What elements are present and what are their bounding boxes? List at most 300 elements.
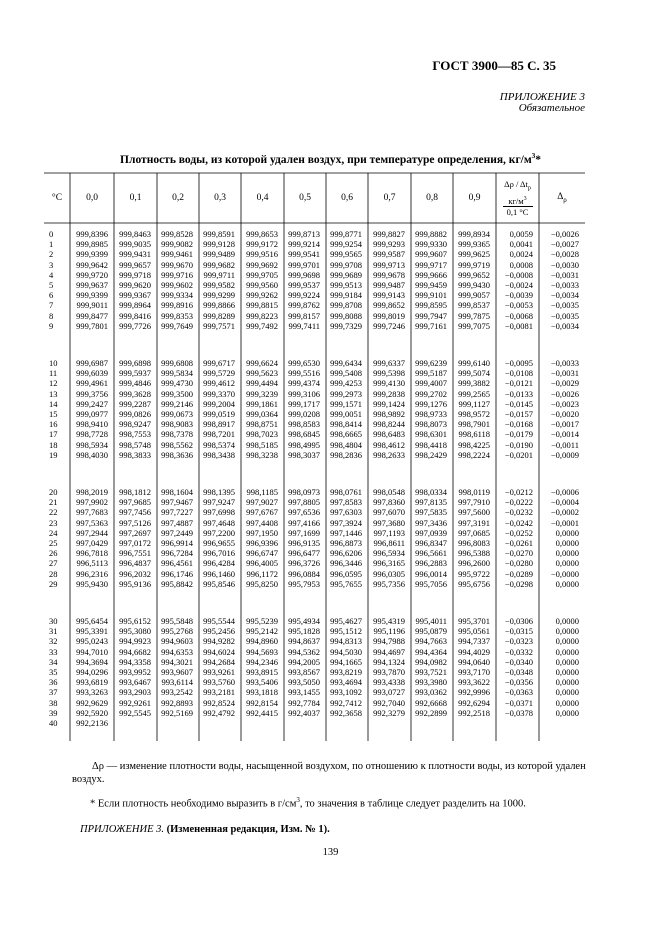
density-cell: 999,6239 <box>415 358 447 368</box>
density-cell: 999,5623 <box>246 368 278 379</box>
density-cell: 995,7356 <box>373 578 405 589</box>
density-cell: 996,1460 <box>203 568 235 579</box>
gradient-cell: −0,0332 <box>504 646 533 657</box>
density-cell: 994,5362 <box>288 646 320 657</box>
density-cell: 999,9184 <box>330 290 362 301</box>
density-cell: 993,1455 <box>288 687 320 698</box>
density-cell: 998,5562 <box>161 439 193 450</box>
density-cell: 999,9602 <box>161 280 193 290</box>
density-cell: 999,5074 <box>458 368 490 379</box>
density-cell: 999,9128 <box>203 239 235 250</box>
density-cell: 994,2684 <box>203 656 235 667</box>
gradient-cell: −0,0008 <box>504 269 533 280</box>
density-cell: 999,9399 <box>76 249 108 260</box>
density-cell: 995,6454 <box>76 616 108 626</box>
density-cell: 994,3694 <box>76 656 108 667</box>
gradient-cell: −0,0108 <box>504 368 533 379</box>
density-cell: 999,7801 <box>76 320 108 331</box>
density-cell: 994,7010 <box>76 646 108 657</box>
density-cell: 997,8583 <box>330 497 362 508</box>
density-cell: 993,5760 <box>203 677 235 688</box>
density-cell: 995,2768 <box>161 626 193 637</box>
density-cell: 997,3436 <box>415 517 447 528</box>
gradient-cell: −0,0179 <box>504 429 533 440</box>
density-cell: 993,6467 <box>119 677 151 688</box>
density-cell: 995,8546 <box>203 578 235 589</box>
density-cell: 994,4029 <box>458 646 490 657</box>
density-cell: 999,4374 <box>288 378 320 389</box>
density-cell: 999,4130 <box>373 378 405 389</box>
temp-cell: 22 <box>49 507 58 518</box>
density-cell: 999,0977 <box>76 409 108 419</box>
density-cell: 997,7910 <box>458 497 490 508</box>
density-cell: 997,8360 <box>373 497 405 508</box>
density-cell: 996,5388 <box>458 548 490 559</box>
temp-cell: 17 <box>49 429 58 440</box>
density-cell: 993,7521 <box>415 667 447 677</box>
column-header-tenth: 0,1 <box>129 193 142 203</box>
density-cell: 998,9733 <box>415 409 447 419</box>
delta-cell: −0,0006 <box>550 487 579 497</box>
density-cell: 999,9516 <box>246 249 278 260</box>
temp-cell: 19 <box>49 449 58 460</box>
temp-cell: 24 <box>49 527 58 538</box>
density-cell: 999,6337 <box>373 358 405 368</box>
density-cell: 999,8088 <box>330 310 362 321</box>
density-cell: 999,9367 <box>119 290 151 301</box>
gradient-cell: −0,0212 <box>504 487 533 497</box>
delta-cell: −0,0020 <box>550 409 579 419</box>
density-cell: 998,9247 <box>119 419 151 430</box>
gradient-cell: −0,0190 <box>504 439 533 450</box>
density-cell: 996,3165 <box>373 558 405 569</box>
temp-cell: 30 <box>49 616 58 626</box>
density-cell: 995,5848 <box>161 616 193 626</box>
density-cell: 992,6668 <box>415 697 447 708</box>
density-cell: 998,0973 <box>288 487 320 497</box>
density-cell: 999,0826 <box>119 409 151 419</box>
gradient-cell: −0,0024 <box>504 280 533 290</box>
density-cell: 999,7649 <box>161 320 193 331</box>
gradient-cell: −0,0145 <box>504 398 533 409</box>
density-cell: 999,9652 <box>458 269 490 280</box>
density-cell: 999,9637 <box>76 280 108 290</box>
column-header-tenth: 0,3 <box>214 193 226 203</box>
delta-cell: −0,0029 <box>550 378 579 389</box>
density-cell: 996,4837 <box>119 558 151 569</box>
density-cell: 993,2181 <box>203 687 235 698</box>
density-cell: 994,6682 <box>119 646 151 657</box>
density-cell: 999,9011 <box>76 300 108 311</box>
gradient-cell: −0,0378 <box>504 707 533 718</box>
density-cell: 998,9083 <box>161 419 193 430</box>
density-cell: 999,8771 <box>330 229 362 239</box>
density-cell: 999,9334 <box>161 290 193 301</box>
density-cell: 997,6998 <box>203 507 235 518</box>
density-cell: 999,3370 <box>203 388 235 399</box>
temp-cell: 10 <box>49 358 58 368</box>
density-cell: 996,0305 <box>373 568 405 579</box>
density-cell: 997,9467 <box>161 497 193 508</box>
density-cell: 999,9513 <box>330 280 362 290</box>
density-cell: 999,8882 <box>415 229 447 239</box>
density-cell: 999,8708 <box>330 300 362 311</box>
density-cell: 999,9399 <box>76 290 108 301</box>
density-cell: 999,8595 <box>415 300 447 311</box>
density-cell: 997,7456 <box>119 507 151 518</box>
density-cell: 994,7988 <box>373 636 405 647</box>
density-cell: 999,9708 <box>330 259 362 270</box>
density-cell: 992,7412 <box>330 697 362 708</box>
density-cell: 993,9261 <box>203 667 235 677</box>
density-cell: 997,7683 <box>76 507 108 518</box>
density-cell: 996,8083 <box>458 538 490 548</box>
density-cell: 997,3191 <box>458 517 490 528</box>
density-cell: 998,1185 <box>246 487 278 497</box>
density-cell: 999,9430 <box>458 280 490 290</box>
temp-cell: 1 <box>49 239 54 250</box>
density-cell: 995,4934 <box>288 616 320 626</box>
density-cell: 999,8713 <box>288 229 320 239</box>
density-cell: 998,2633 <box>373 449 405 460</box>
density-cell: 997,4408 <box>246 517 278 528</box>
density-cell: 999,9716 <box>161 269 193 280</box>
density-cell: 996,7016 <box>203 548 235 559</box>
gradient-cell: −0,0039 <box>504 290 533 301</box>
density-cell: 992,9996 <box>458 687 490 698</box>
density-cell: 999,9172 <box>246 239 278 250</box>
density-cell: 993,8219 <box>330 667 362 677</box>
density-cell: 998,5374 <box>203 439 235 450</box>
gradient-cell: −0,0323 <box>504 636 533 647</box>
density-cell: 993,6819 <box>76 677 108 688</box>
density-cell: 999,4961 <box>76 378 108 389</box>
density-cell: 999,0208 <box>288 409 320 419</box>
density-cell: 997,3924 <box>330 517 362 528</box>
temp-cell: 2 <box>49 249 54 260</box>
density-cell: 999,5187 <box>415 368 447 379</box>
footnote-text-b: , то значения в таблице следует разделить на 1000. <box>299 798 526 810</box>
density-cell: 995,4011 <box>415 616 447 626</box>
density-cell: 999,5398 <box>373 368 405 379</box>
density-cell: 994,6353 <box>161 646 193 657</box>
density-cell: 992,2136 <box>76 718 108 728</box>
delta-cell: 0,0000 <box>555 578 579 589</box>
density-cell: 993,5406 <box>246 677 278 688</box>
temp-cell: 4 <box>49 269 54 280</box>
gradient-cell: −0,0298 <box>504 578 533 589</box>
density-cell: 998,3636 <box>161 449 193 460</box>
temp-cell: 40 <box>49 718 58 728</box>
density-cell: 994,7337 <box>458 636 490 647</box>
temp-cell: 11 <box>49 368 58 379</box>
density-cell: 992,8154 <box>246 697 278 708</box>
density-cell: 999,1571 <box>330 398 362 409</box>
delta-cell: −0,0009 <box>550 449 579 460</box>
delta-cell: −0,0023 <box>550 398 579 409</box>
density-cell: 995,4319 <box>373 616 405 626</box>
density-cell: 995,3701 <box>458 616 490 626</box>
delta-cell: −0,0017 <box>550 419 579 430</box>
page-header: ГОСТ 3900—85 С. 35 <box>432 58 556 73</box>
density-cell: 999,8528 <box>161 229 193 239</box>
temp-cell: 8 <box>49 310 54 321</box>
density-cell: 996,9135 <box>288 538 320 548</box>
density-cell: 998,1812 <box>119 487 151 497</box>
density-cell: 999,6987 <box>76 358 108 368</box>
column-header-tenth: 0,0 <box>86 193 98 203</box>
density-cell: 999,9299 <box>203 290 235 301</box>
density-cell: 994,2346 <box>246 656 278 667</box>
gradient-cell: −0,0280 <box>504 558 533 569</box>
density-cell: 993,0727 <box>373 687 405 698</box>
delta-cell: 0,0000 <box>555 626 579 637</box>
delta-cell: 0,0000 <box>555 646 579 657</box>
density-cell: 994,2005 <box>288 656 320 667</box>
density-cell: 999,4612 <box>203 378 235 389</box>
density-cell: 994,8960 <box>246 636 278 647</box>
density-cell: 998,0119 <box>458 487 490 497</box>
density-cell: 998,3238 <box>246 449 278 460</box>
density-cell: 999,9101 <box>415 290 447 301</box>
density-cell: 999,8223 <box>246 310 278 321</box>
density-cell: 998,4225 <box>458 439 490 450</box>
density-cell: 999,1127 <box>458 398 490 409</box>
density-cell: 999,8964 <box>119 300 151 311</box>
density-cell: 999,6039 <box>76 368 108 379</box>
temp-cell: 38 <box>49 697 58 708</box>
column-header-tenth: 0,8 <box>426 193 438 203</box>
column-header-tenth: 0,6 <box>341 193 353 203</box>
density-cell: 996,3446 <box>330 558 362 569</box>
density-cell: 994,1324 <box>373 656 405 667</box>
density-cell: 993,1092 <box>330 687 362 698</box>
density-cell: 999,5937 <box>119 368 151 379</box>
density-cell: 999,5729 <box>203 368 235 379</box>
density-cell: 994,3358 <box>119 656 151 667</box>
density-cell: 996,7818 <box>76 548 108 559</box>
density-cell: 996,7551 <box>119 548 151 559</box>
density-cell: 999,9582 <box>203 280 235 290</box>
density-cell: 992,4792 <box>203 707 235 718</box>
delta-cell: 0,0000 <box>555 707 579 718</box>
density-cell: 996,2883 <box>415 558 447 569</box>
density-cell: 995,9136 <box>119 578 151 589</box>
column-header-delta: $\Delta_\rho$ <box>557 192 567 204</box>
density-cell: 999,8916 <box>161 300 193 311</box>
density-cell: 996,4284 <box>203 558 235 569</box>
density-cell: 999,9682 <box>203 259 235 270</box>
temp-cell: 23 <box>49 517 58 528</box>
density-cell: 996,8611 <box>373 538 405 548</box>
density-cell: 995,3391 <box>76 626 108 637</box>
density-cell: 997,2944 <box>76 527 108 538</box>
column-header-temp: °C <box>51 193 63 203</box>
density-cell: 998,8073 <box>415 419 447 430</box>
density-cell: 999,9698 <box>288 269 320 280</box>
density-cell: 999,8537 <box>458 300 490 311</box>
change-note-bold: (Измененная редакция, Изм. № 1). <box>164 824 330 835</box>
density-cell: 998,2836 <box>330 449 362 460</box>
gradient-cell: −0,0356 <box>504 677 533 688</box>
density-cell: 999,3756 <box>76 388 108 399</box>
density-cell: 995,8842 <box>161 578 193 589</box>
density-cell: 994,4364 <box>415 646 447 657</box>
density-cell: 998,7728 <box>76 429 108 440</box>
delta-note: Δρ — изменение плотности воды, насыщенной воздухом, по отношению к плотности воды, из которой удален воздух. <box>72 761 586 785</box>
density-cell: 993,1818 <box>246 687 278 698</box>
density-cell: 999,9293 <box>373 239 405 250</box>
delta-cell: −0,0034 <box>550 320 579 331</box>
density-cell: 992,2518 <box>458 707 490 718</box>
temp-cell: 36 <box>49 677 58 688</box>
delta-cell: −0,0014 <box>550 429 579 440</box>
gradient-cell: −0,0252 <box>504 527 533 538</box>
temp-cell: 39 <box>49 707 58 718</box>
density-cell: 999,1424 <box>373 398 405 409</box>
density-cell: 997,4648 <box>203 517 235 528</box>
gradient-cell: −0,0363 <box>504 687 533 698</box>
temp-cell: 27 <box>49 558 58 569</box>
density-cell: 996,8347 <box>415 538 447 548</box>
density-cell: 999,7161 <box>415 320 447 331</box>
density-cell: 999,8396 <box>76 229 108 239</box>
appendix-number: ПРИЛОЖЕНИЕ 3 <box>499 91 585 103</box>
density-cell: 997,6536 <box>288 507 320 518</box>
density-cell: 999,9657 <box>119 259 151 270</box>
density-cell: 994,4697 <box>373 646 405 657</box>
density-cell: 998,4804 <box>330 439 362 450</box>
delta-cell: −0,0031 <box>550 368 579 379</box>
density-cell: 999,9666 <box>415 269 447 280</box>
density-cell: 997,9247 <box>203 497 235 508</box>
delta-cell: −0,0000 <box>550 568 579 579</box>
density-cell: 993,6114 <box>161 677 193 688</box>
density-cell: 998,8917 <box>203 419 235 430</box>
density-cell: 995,1828 <box>288 626 320 637</box>
temp-cell: 35 <box>49 667 58 677</box>
density-cell: 999,0673 <box>161 409 193 419</box>
density-cell: 998,8583 <box>288 419 320 430</box>
delta-cell: −0,0034 <box>550 290 579 301</box>
temp-cell: 16 <box>49 419 58 430</box>
density-cell: 995,7655 <box>330 578 362 589</box>
density-cell: 999,7329 <box>330 320 362 331</box>
density-cell: 994,9282 <box>203 636 235 647</box>
density-cell: 999,6717 <box>203 358 235 368</box>
density-cell: 995,1196 <box>373 626 405 637</box>
delta-cell: 0,0000 <box>555 616 579 626</box>
temp-cell: 12 <box>49 378 58 389</box>
density-cell: 998,5185 <box>246 439 278 450</box>
density-cell: 999,8463 <box>119 229 151 239</box>
density-cell: 995,7953 <box>288 578 320 589</box>
density-cell: 998,7201 <box>203 429 235 440</box>
delta-cell: −0,0026 <box>550 388 579 399</box>
gradient-cell: 0,0008 <box>509 259 533 270</box>
density-cell: 993,2542 <box>161 687 193 698</box>
density-cell: 997,5835 <box>415 507 447 518</box>
delta-cell: 0,0000 <box>555 538 579 548</box>
density-cell: 994,3021 <box>161 656 193 667</box>
density-cell: 992,5920 <box>76 707 108 718</box>
density-cell: 997,5600 <box>458 507 490 518</box>
density-cell: 999,8815 <box>246 300 278 311</box>
density-cell: 994,8637 <box>288 636 320 647</box>
gradient-cell: 0,0059 <box>509 229 533 239</box>
density-cell: 996,9655 <box>203 538 235 548</box>
density-cell: 998,5934 <box>76 439 108 450</box>
delta-cell: 0,0000 <box>555 667 579 677</box>
density-cell: 999,9143 <box>373 290 405 301</box>
density-cell: 999,8019 <box>373 310 405 321</box>
density-cell: 992,7784 <box>288 697 320 708</box>
density-cell: 998,3438 <box>203 449 235 460</box>
density-cell: 998,8244 <box>373 419 405 430</box>
density-cell: 999,9689 <box>330 269 362 280</box>
density-cell: 999,9035 <box>119 239 151 250</box>
density-cell: 998,6301 <box>415 429 447 440</box>
delta-cell: 0,0000 <box>555 527 579 538</box>
density-cell: 999,9718 <box>119 269 151 280</box>
density-cell: 998,4418 <box>415 439 447 450</box>
density-cell: 997,5126 <box>119 517 151 528</box>
density-cell: 999,9214 <box>288 239 320 250</box>
density-cell: 999,6624 <box>246 358 278 368</box>
gradient-cell: −0,0289 <box>504 568 533 579</box>
density-cell: 998,2019 <box>76 487 108 497</box>
density-cell: 999,7875 <box>458 310 490 321</box>
density-cell: 999,8591 <box>203 229 235 239</box>
density-cell: 997,6070 <box>373 507 405 518</box>
density-cell: 997,7227 <box>161 507 193 518</box>
density-cell: 999,9459 <box>415 280 447 290</box>
density-cell: 993,7870 <box>373 667 405 677</box>
density-cell: 992,6294 <box>458 697 490 708</box>
delta-cell: 0,0000 <box>555 697 579 708</box>
density-cell: 994,9603 <box>161 636 193 647</box>
density-cell: 999,9224 <box>288 290 320 301</box>
density-cell: 998,8414 <box>330 419 362 430</box>
density-cell: 995,1512 <box>330 626 362 637</box>
density-cell: 998,6665 <box>330 429 362 440</box>
density-cell: 998,4995 <box>288 439 320 450</box>
density-cell: 997,2697 <box>119 527 151 538</box>
density-cell: 994,7663 <box>415 636 447 647</box>
footnote-text-a: * Если плотность необходимо выразить в г/см <box>90 798 297 810</box>
density-cell: 999,9431 <box>119 249 151 260</box>
density-cell: 996,0884 <box>288 568 320 579</box>
density-cell: 993,2903 <box>119 687 151 698</box>
column-header-gradient <box>496 176 539 220</box>
density-cell: 992,7040 <box>373 697 405 708</box>
temp-cell: 25 <box>49 538 58 548</box>
density-cell: 999,8934 <box>458 229 490 239</box>
density-cell: 999,9625 <box>458 249 490 260</box>
delta-cell: 0,0000 <box>555 687 579 698</box>
density-cell: 999,9670 <box>161 259 193 270</box>
density-cell: 993,3622 <box>458 677 490 688</box>
density-cell: 999,3500 <box>161 388 193 399</box>
column-header-tenth: 0,4 <box>256 193 269 203</box>
gradient-cell: −0,0315 <box>504 626 533 637</box>
density-cell: 999,9057 <box>458 290 490 301</box>
density-cell: 995,9722 <box>458 568 490 579</box>
density-cell: 996,2032 <box>119 568 151 579</box>
gradient-cell: −0,0081 <box>504 320 533 331</box>
density-cell: 999,8289 <box>203 310 235 321</box>
density-cell: 999,7492 <box>246 320 278 331</box>
